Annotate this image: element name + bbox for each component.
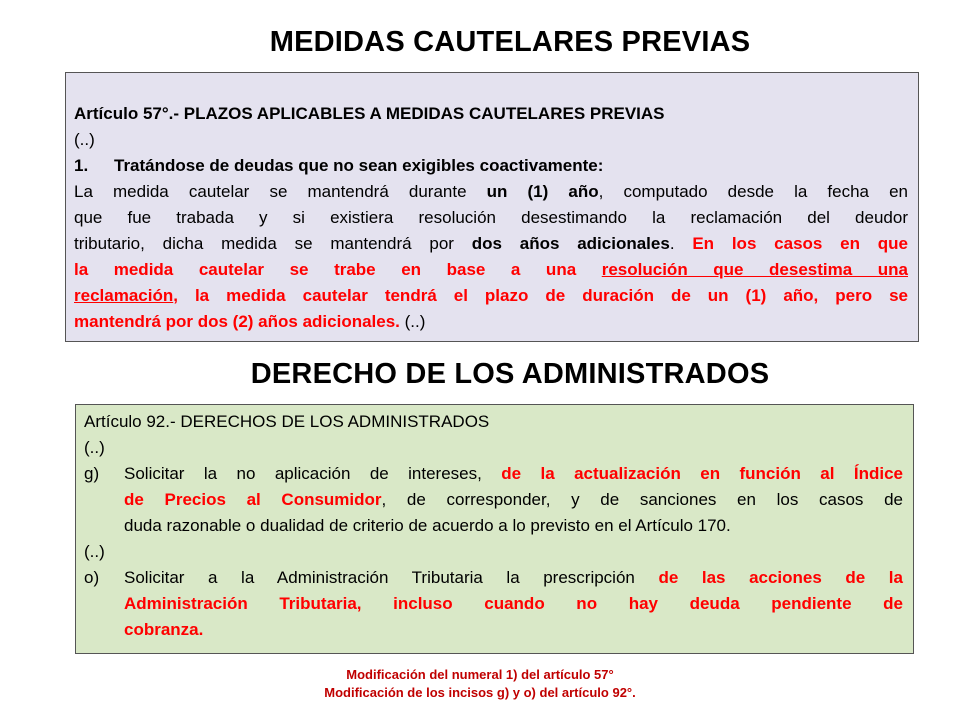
paragraph-line [124,461,903,487]
paragraph-line: cobranza. [124,620,204,639]
paragraph-line [74,231,908,257]
bold-text: dos años adicionales [471,234,670,253]
title-derecho-administrados: DERECHO DE LOS ADMINISTRADOS [250,358,770,390]
ellipsis: (..) [84,542,105,561]
footer-line: Modificación del numeral 1) del artículo 57° [346,667,614,682]
highlighted-text: En los casos en que [692,234,908,253]
underlined-text: reclamación [74,286,174,305]
paragraph-line: duda razonable o dualidad de criterio de acuerdo a lo previsto en el Artículo 170. [124,516,731,535]
paragraph-line: que fue trabada y si existiera resolución desestimando la reclamación del deudor [74,208,908,227]
numbered-item [74,153,908,179]
list-item-g [84,461,903,539]
text: , de corresponder, y de sanciones en los casos de [381,490,903,509]
ellipsis: (..) [84,438,105,457]
paragraph-line [74,309,908,335]
article-57-heading: Artículo 57°.- PLAZOS APLICABLES A MEDIDAS CAUTELARES PREVIAS [74,104,665,123]
text: Solicitar a la Administración Tributaria la prescripción [124,568,659,587]
article-92-heading: Artículo 92.- DERECHOS DE LOS ADMINISTRADOS [84,412,490,431]
highlighted-text: de Precios al Consumidor [124,490,382,509]
paragraph-line [124,487,903,513]
text: , computado desde la fecha en [598,182,909,201]
text: Solicitar la no aplicación de intereses, [124,464,502,483]
text: (..) [399,312,426,331]
highlighted-text: mantendrá por dos (2) años adicionales. [74,312,400,331]
text: tributario, dicha medida se mantendrá por [74,234,472,253]
highlighted-text: la medida cautelar se trabe en base a una [74,260,602,279]
paragraph-line [74,257,908,283]
title-medidas-cautelares: MEDIDAS CAUTELARES PREVIAS [269,26,751,58]
ellipsis: (..) [74,130,95,149]
highlighted-text: , la medida cautelar tendrá el plazo de duración de un (1) año, pero se [173,286,908,305]
underlined-text: resolución que desestima una [601,260,908,279]
footer-notes [0,666,960,702]
footer-line: Modificación de los incisos g) y o) del artículo 92°. [324,685,636,700]
item-title: Tratándose de deudas que no sean exigibles coactivamente: [114,156,604,175]
item-label: g) [84,464,100,483]
text: La medida cautelar se mantendrá durante [74,182,487,201]
highlighted-text: de la actualización en función al Índice [501,464,903,483]
paragraph-line: Administración Tributaria, incluso cuando no hay deuda pendiente de [124,594,903,613]
item-number: 1. [74,156,89,175]
bold-text: un (1) año [486,182,599,201]
item-label: o) [84,568,100,587]
text: . [669,234,693,253]
highlighted-text: de las acciones de la [658,568,903,587]
paragraph-line [74,283,908,309]
article-92-box [75,404,914,654]
list-item-o [84,565,903,643]
paragraph-line [74,179,908,205]
article-57-box [65,72,919,342]
paragraph-line [124,565,903,591]
